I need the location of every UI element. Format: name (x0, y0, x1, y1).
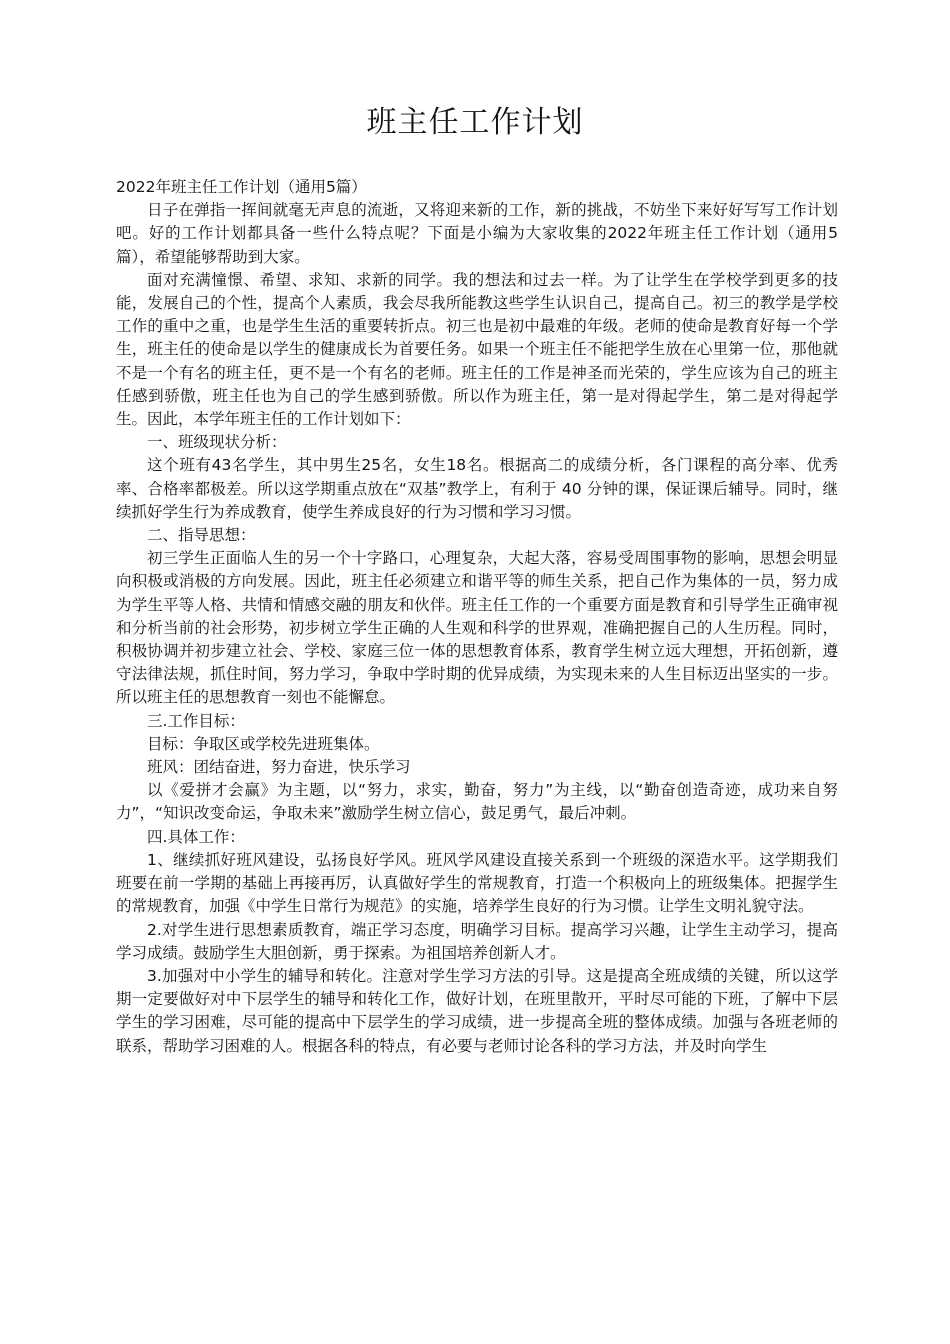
paragraph-overview: 面对充满憧憬、希望、求知、求新的同学。我的想法和过去一样。为了让学生在学校学到更多的技能，发展自己的个性，提高个人素质，我会尽我所能教这些学生认识自己，提高自己。初三的教学是学校工作的重中之重，也是学生生活的重要转折点。初三也是初中最难的年级。老师的使命是教育好每一个学生，班主任的使命是以学生的健康成长为首要任务。如果一个班主任不能把学生放在心里第一位，那他就不是一个有名的班主任，更不是一个有名的老师。班主任的工作是神圣而光荣的，学生应该为自己的班主任感到骄傲，班主任也为自己的学生感到骄傲。所以作为班主任，第一是对得起学生，第二是对得起学生。因此，本学年班主任的工作计划如下： (116, 270, 838, 429)
paragraph-work-item-1: 1、继续抓好班风建设，弘扬良好学风。班风学风建设直接关系到一个班级的深造水平。这学期我们班要在前一学期的基础上再接再厉，认真做好学生的常规教育，打造一个积极向上的班级集体。把握学生的常规教育，加强《中学生日常行为规范》的实施，培养学生良好的行为习惯。让学生文明礼貌守法。 (116, 850, 838, 916)
paragraph-class-status: 这个班有43名学生，其中男生25名，女生18名。根据高二的成绩分析，各门课程的高分率、优秀率、合格率都极差。所以这学期重点放在“双基”教学上，有利于 40 分钟的课，保证课后辅导。同时，继续抓好学生行为养成教育，使学生养成良好的行为习惯和学习习惯。 (116, 456, 838, 521)
paragraph-guiding-thought: 初三学生正面临人生的另一个十字路口，心理复杂，大起大落，容易受周围事物的影响，思想会明显向积极或消极的方向发展。因此，班主任必须建立和谐平等的师生关系，把自己作为集体的一员，努力成为学生平等人格、共情和情感交融的朋友和伙伴。班主任工作的一个重要方面是教育和引导学生正确审视和分析当前的社会形势，初步树立学生正确的人生观和科学的世界观，准确把握自己的人生历程。同时，积极协调并初步建立社会、学校、家庭三位一体的思想教育体系，教育学生树立远大理想，开拓创新，遵守法律法规，抓住时间，努力学习，争取中学时期的优异成绩，为实现未来的人生目标迈出坚实的一步。所以班主任的思想教育一刻也不能懈怠。 (116, 549, 838, 707)
section-heading-work-goals: 三.工作目标： (147, 711, 245, 730)
paragraph-class-motto: 班风：团结奋进，努力奋进，快乐学习 (147, 758, 411, 777)
section-heading-class-status: 一、班级现状分析： (147, 433, 287, 452)
document-body (116, 176, 838, 1058)
document-subtitle: 2022年班主任工作计划（通用5篇） (116, 178, 367, 196)
section-heading-specific-work: 四.具体工作： (147, 827, 245, 846)
document-title: 班主任工作计划 (366, 105, 584, 140)
paragraph-goal: 目标：争取区或学校先进班集体。 (147, 734, 380, 753)
paragraph-intro: 日子在弹指一挥间就毫无声息的流逝，又将迎来新的工作，新的挑战，不妨坐下来好好写写工作计划吧。好的工作计划都具备一些什么特点呢？下面是小编为大家收集的2022年班主任工作计划（通用5篇），希望能够帮助到大家。 (116, 201, 838, 266)
paragraph-theme: 以《爱拼才会赢》为主题，以“努力，求实，勤奋，努力”为主线，以“勤奋创造奇迹，成功来自努力”，“知识改变命运，争取未来”激励学生树立信心，鼓足勇气，最后冲刺。 (116, 781, 838, 823)
section-heading-guiding-thought: 二、指导思想： (147, 526, 256, 545)
paragraph-work-item-2: 2.对学生进行思想素质教育，端正学习态度，明确学习目标。提高学习兴趣，让学生主动学习，提高学习成绩。鼓励学生大胆创新，勇于探索。为祖国培养创新人才。 (116, 920, 838, 962)
paragraph-work-item-3: 3.加强对中小学生的辅导和转化。注意对学生学习方法的引导。这是提高全班成绩的关键，所以这学期一定要做好对中下层学生的辅导和转化工作，做好计划，在班里散开，平时尽可能的下班，了解中下层学生的学习困难，尽可能的提高中下层学生的学习成绩，进一步提高全班的整体成绩。加强与各班老师的联系，帮助学习困难的人。根据各科的特点，有必要与老师讨论各科的学习方法，并及时向学生 (116, 966, 838, 1055)
